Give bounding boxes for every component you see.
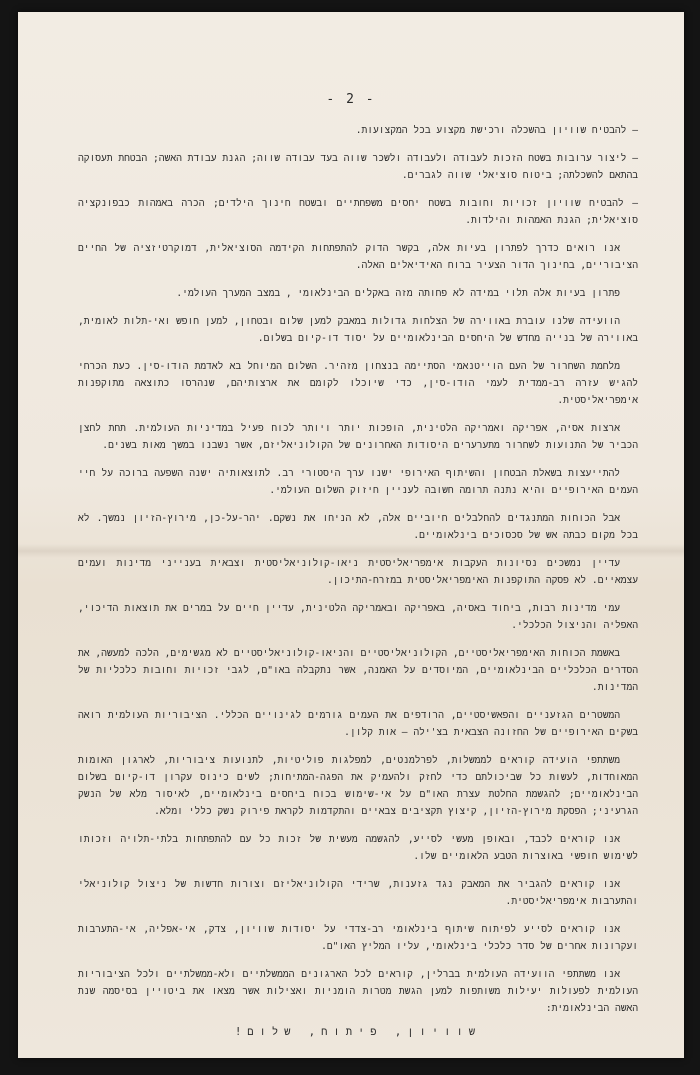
document-body bbox=[78, 122, 638, 1052]
paragraph-13: באשמת הכוחות האימפריאליסטיים, הקולוניאליסטיים והניאו-קולוניאליסטיים לא מגשימים, הלכה למעשה, את הסדרים הכלכליים הבינלאומיים, המיוסדים על האמנה, אשר נתקבלה באו"ם, לגבי זכויות וחובות כלכליות של המדינות. bbox=[78, 648, 638, 693]
paragraph-17: אנו קוראים להגביר את המאבק נגד גזענות, שרידי הקולוניאליזם וצורות חדשות של ניצול קולוניאלי והתערבות אימפריאליסטית. bbox=[78, 879, 638, 907]
paragraph-5: פתרון בעיות אלה תלוי במידה לא פחותה מזה באקלים הבינלאומי , במצב המערך העולמי. bbox=[176, 288, 620, 299]
page-number: - 2 - bbox=[326, 92, 376, 107]
paragraph-18: אנו קוראים לסייע לפיתוח שיתוף בינלאומי רב-צדדי על יסודות שוויון, צדק, אי-אפליה, אי-התערבות ועקרונות אחרים של סדר כלכלי בינלאומי, עליו המליץ האו"ם. bbox=[78, 924, 638, 952]
paragraph-2: – ליצור ערובות בשטח הזכות לעבודה ולעבודה ולשכר שווה בעד עבודה שווה; הגנת עבודת האשה; הבטחת תעסוקה בהתאם להשכלתה; ביטוח סוציאלי שווה לגברים. bbox=[78, 153, 638, 181]
paragraph-14: המשטרים הגזעניים והפאשיסטיים, הרודפים את העמים גורמים לגינויים הכללי. הציבוריות העולמית רואה בשקים האירופיים של החזונה הצבאית בצ'ילה – אות קלון. bbox=[78, 710, 638, 738]
paragraph-4: אנו רואים כדרך לפתרון בעיות אלה, בקשר הדוק להתפתחות הקידמה הסוציאלית, דמוקרטיזציה של החיים הציבוריים, בחינוך הדור הצעיר ברוח האידיאלים האלה. bbox=[78, 243, 638, 271]
paragraph-9: להתייעצות בשאלת הבטחון והשיתוף האירופי ישנו ערך היסטורי רב. לתוצאותיה ישנה השפעה ברוכה על חיי העמים האירופיים והיא נתנה תרומה חשובה לעניין חיזוק השלום העולמי. bbox=[78, 468, 638, 496]
paragraph-11: עדיין נמשכים נסיונות העקבות אימפריאליסטית ניאו-קולוניאליסטית וצבאית בענייני מדינות ועמים עצמאיים. לא פסקה התוקפנות האימפריאליסטית במזרח-התיכון. bbox=[78, 558, 638, 586]
paragraph-6: הוועידה שלנו עוברת באווירה של הצלחות גדולות במאבק למען שלום ובטחון, למען חופש ואי-תלות לאומית, באווירה של בנייה מחדש של היחסים הבינלאומיים על יסוד דו-קיום בשלום. bbox=[78, 316, 638, 344]
paragraph-15: משתתפי הועידה קוראים לממשלות, לפרלמנטים, למפלגות פוליטיות, לתנועות ציבוריות, לארגון האומות המאוחדות, לעשות כל שביכולתם כדי לחזק ולהעמיק את הפגה-המתיחות; לשים כינוס עקרון דו-קיום בשלום הבינלאומיים; להגשמת החלטת עצרת האו"ם על אי-שימוש בכוח ביחסים בינלאומיים, לאיסור מלא של הנשק הגרעיני; הפסקת מירוץ-הזיון, קיצוץ תקציבים צבאיים והתקדמות לקראת פירוק נשק כללי ומלא. bbox=[78, 755, 638, 817]
paragraph-16: אנו קוראים לכבד, ובאופן מעשי לסייע, להגשמה מעשית של זכות כל עם להתפתחות בלתי-תלויה וזכותו לשימוש חופשי באוצרות הטבע הלאומיים שלו. bbox=[78, 834, 638, 862]
document-page bbox=[18, 12, 684, 1058]
paragraph-12: עמי מדינות רבות, ביחוד באסיה, באפריקה ובאמריקה הלטינית, עדיין חיים על במרים את תוצאות הדיכוי, האפליה והניצול הכלכלי. bbox=[78, 603, 638, 631]
paragraph-1: – להבטיח שוויון בהשכלה ורכישת מקצוע בכל המקצועות. bbox=[355, 125, 638, 136]
paragraph-8: ארצות אסיה, אפריקה ואמריקה הלטינית, הופכות יותר ויותר לכוח פעיל במדיניות העולמית. תחת לחצן הכביר של התנועות לשחרור מתערערים היסודות האחרונים של הקולוניאליזם, אשר נשבנו במשך מאות בשנים. bbox=[78, 423, 638, 451]
closing-slogan: שוויון, פיתוח, שלום! bbox=[234, 1026, 482, 1038]
paragraph-19: אנו משתתפי הוועידה העולמית בברלין, קוראים לכל הארגונים הממשלתיים ולא-ממשלתיים ולכל הציבוריות העולמית לפעולות יעילות משותפות למען הגשת מטרות הומניות ואצילות אשר מצאו את ביטויין בסיסמה שנת האשה הבינלאומית: bbox=[78, 969, 638, 1014]
paragraph-3: – להבטיח שוויון זכויות וחובות בשטח יחסים משפחתיים ובשטח חינוך הילדים; הכרה באמהות כבפונקציה סוציאלית; הגנת האמהות והילדות. bbox=[78, 198, 638, 226]
paragraph-10: אבל הכוחות המתנגדים להחלבלים חיוביים אלה, לא הניחו את נשקם. יהר-על-כן, מירוץ-הזיון נמשך. לא בכל מקום כבתה אש של סכסוכים בינלאומיים. bbox=[78, 513, 638, 541]
paragraph-7: מלחמת השחרור של העם הוייטנאמי הסתיימה בנצחון מזהיר. השלום המיוחל בא לאדמת הודו-סין. כעת הכרחי להגיש עזרה רב-ממדית לעמי הודו-סין, כדי שיוכלו לקומם את ארצותיהם, שנהרסו כתוצאה מתוקפנות אימפריאליסטית. bbox=[78, 361, 638, 406]
